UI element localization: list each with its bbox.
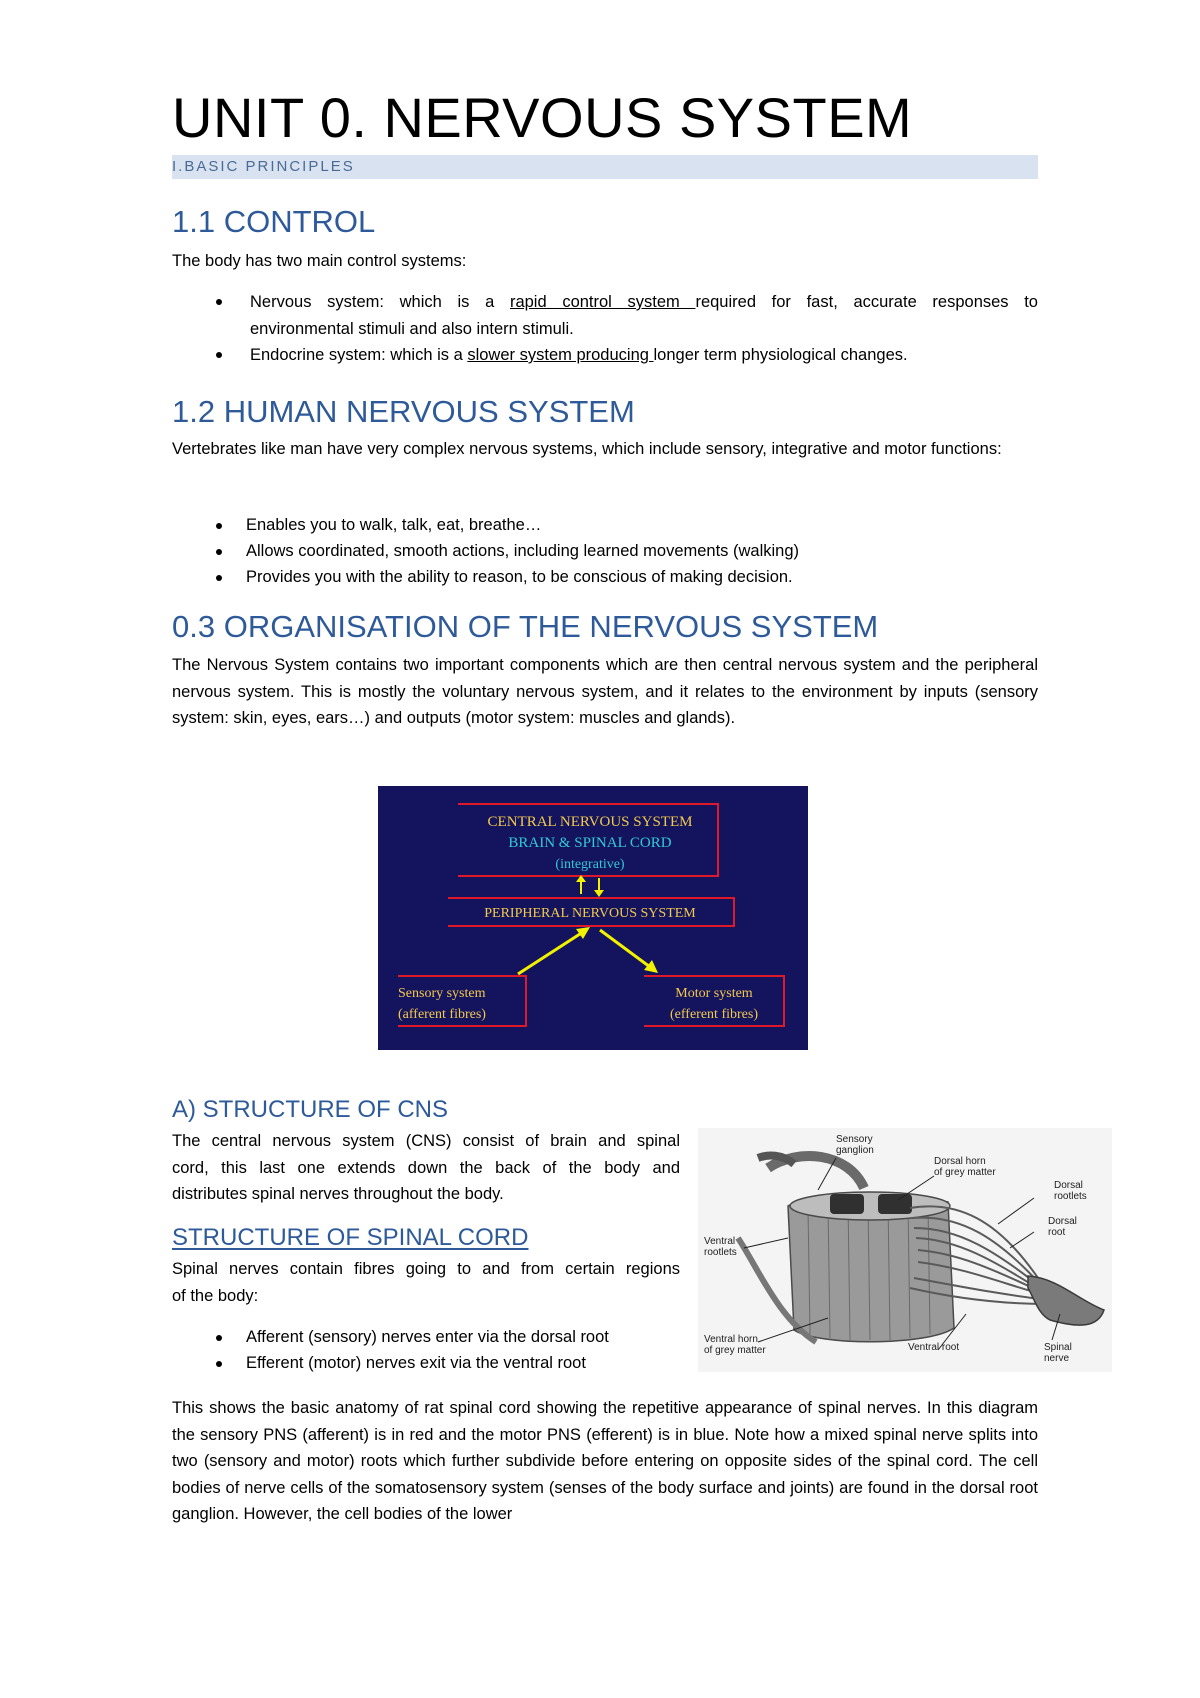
figure-label-spinal-nerve: Spinal bbox=[1044, 1342, 1072, 1353]
heading-organisation: 0.3 ORGANISATION OF THE NERVOUS SYSTEM bbox=[172, 609, 879, 644]
section-bar bbox=[172, 155, 1038, 179]
diagram-efferent-label: (efferent fibres) bbox=[670, 1007, 758, 1022]
human-ns-bullet: Allows coordinated, smooth actions, including learned movements (walking) bbox=[246, 542, 800, 560]
bullet-dot bbox=[216, 575, 222, 581]
spinal-bullet: Afferent (sensory) nerves enter via the dorsal root bbox=[246, 1328, 609, 1346]
heading-structure-spinal-cord: STRUCTURE OF SPINAL CORD bbox=[172, 1224, 529, 1251]
spinal-text-line: Spinal nerves contain fibres going to and from certain regions bbox=[172, 1260, 680, 1278]
section-subheading: I.BASIC PRINCIPLES bbox=[172, 158, 355, 175]
bullet-dot bbox=[216, 549, 222, 555]
figure-label-dorsal-rootlets: Dorsal bbox=[1054, 1180, 1083, 1191]
bullet-dot bbox=[216, 1361, 222, 1367]
bullet-dot bbox=[216, 523, 222, 529]
bullet-dot bbox=[216, 1335, 222, 1341]
figure-label-sensory-ganglion: ganglion bbox=[836, 1145, 874, 1156]
figure-label-sensory-ganglion: Sensory bbox=[836, 1134, 873, 1145]
figure-label-dorsal-root: root bbox=[1048, 1227, 1066, 1238]
page-title: UNIT 0. NERVOUS SYSTEM bbox=[172, 86, 913, 149]
bullet-dot bbox=[216, 299, 222, 305]
figure-label-dorsal-rootlets: rootlets bbox=[1054, 1191, 1087, 1202]
human-ns-bullet: Provides you with the ability to reason, to be conscious of making decision. bbox=[246, 568, 793, 586]
figure-label-dorsal-horn: Dorsal horn bbox=[934, 1156, 986, 1167]
heading-control: 1.1 CONTROL bbox=[172, 204, 376, 239]
diagram-brain-spinal-label: BRAIN & SPINAL CORD bbox=[508, 835, 672, 851]
nervous-system-diagram bbox=[378, 786, 808, 1050]
heading-human-nervous-system: 1.2 HUMAN NERVOUS SYSTEM bbox=[172, 394, 635, 429]
diagram-sensory-label: Sensory system bbox=[398, 986, 486, 1001]
figure-label-ventral-root: Ventral root bbox=[908, 1342, 960, 1353]
cns-text-line: distributes spinal nerves throughout the body. bbox=[172, 1185, 504, 1203]
spinal-text-line: of the body: bbox=[172, 1287, 259, 1305]
human-ns-intro: Vertebrates like man have very complex nervous systems, which include sensory, integrative and motor functions: bbox=[172, 440, 1002, 458]
cns-text-line: The central nervous system (CNS) consist of brain and spinal bbox=[172, 1132, 680, 1150]
human-ns-bullet: Enables you to walk, talk, eat, breathe… bbox=[246, 516, 542, 534]
heading-structure-cns: A) STRUCTURE OF CNS bbox=[172, 1096, 448, 1123]
figure-label-spinal-nerve: nerve bbox=[1044, 1353, 1070, 1364]
figure-label-ventral-horn: Ventral horn bbox=[704, 1334, 758, 1345]
figure-label-ventral-rootlets: rootlets bbox=[704, 1247, 737, 1258]
diagram-afferent-label: (afferent fibres) bbox=[398, 1007, 486, 1022]
spinal-cord-figure bbox=[698, 1128, 1112, 1372]
control-bullet-endocrine: Endocrine system: which is a slower system producing longer term physiological changes. bbox=[250, 346, 908, 364]
figure-label-dorsal-root: Dorsal bbox=[1048, 1216, 1077, 1227]
diagram-integrative-label: (integrative) bbox=[555, 857, 625, 872]
figure-label-dorsal-horn: of grey matter bbox=[934, 1167, 996, 1178]
spinal-bullet: Efferent (motor) nerves exit via the ventral root bbox=[246, 1354, 586, 1372]
figure-label-ventral-rootlets: Ventral bbox=[704, 1236, 736, 1247]
control-bullet-nervous-line2: environmental stimuli and also intern stimuli. bbox=[250, 320, 574, 338]
control-intro: The body has two main control systems: bbox=[172, 252, 467, 270]
control-bullet-nervous: Nervous system: which is a rapid control system required for fast, accurate responses to bbox=[250, 293, 1038, 311]
diagram-pns-label: PERIPHERAL NERVOUS SYSTEM bbox=[484, 906, 696, 921]
diagram-cns-label: CENTRAL NERVOUS SYSTEM bbox=[487, 814, 693, 830]
cns-text-line: cord, this last one extends down the back of the body and bbox=[172, 1159, 680, 1177]
bullet-dot bbox=[216, 352, 222, 358]
organisation-paragraph: The Nervous System contains two important components which are then central nervous system and the peripheral nervous system. This is mostly the voluntary nervous system, and it relates to the environment by inputs (sensory system: skin, eyes, ears…) and outputs (motor system: muscles and glands). bbox=[172, 656, 1038, 727]
diagram-motor-label: Motor system bbox=[675, 986, 753, 1001]
figure-label-ventral-horn: of grey matter bbox=[704, 1345, 766, 1356]
spinal-cord-description: This shows the basic anatomy of rat spinal cord showing the repetitive appearance of spinal nerves. In this diagram the sensory PNS (afferent) is in red and the motor PNS (efferent) is in blue. Note how a mixed spinal nerve splits into two (sensory and motor) roots which further subdivide before entering on opposite sides of the spinal cord. The cell bodies of nerve cells of the somatosensory system (senses of the body surface and joints) are found in the dorsal root ganglion. However, the cell bodies of the lower bbox=[172, 1399, 1038, 1523]
